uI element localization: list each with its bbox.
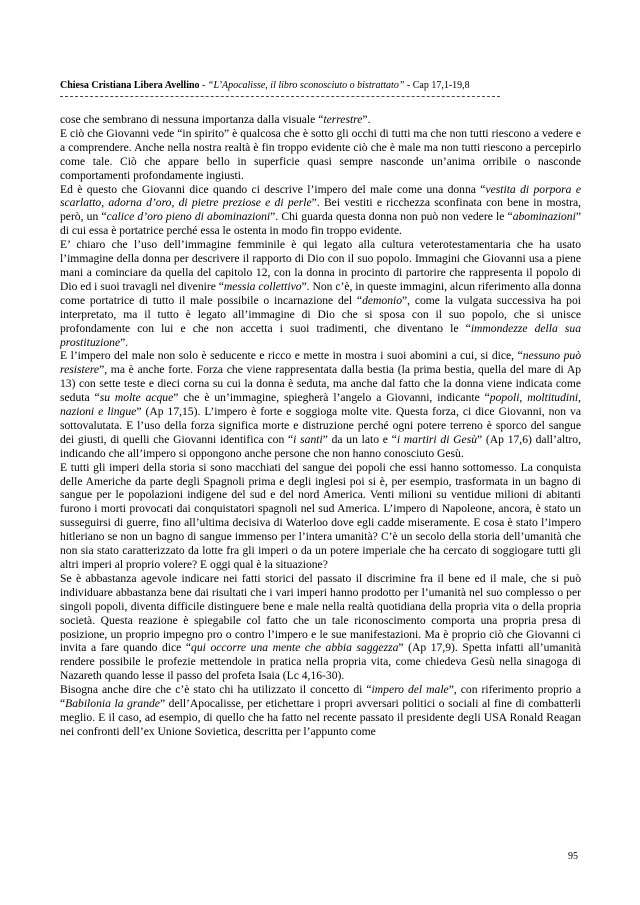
text-run: cose che sembrano di nessuna importanza dalla visuale “: [60, 113, 324, 126]
text-run: ” (Ap 17,9). Spetta infatti all’umanità rendere possibile le profezie mettendole in pratica nella propria vita, come chiedeva Gesù nella sinagoga di Nazareth quando lesse il passo del profeta Isaia (Lc 4,16-30).: [60, 641, 581, 683]
paragraph: [60, 572, 581, 683]
paragraph: [60, 127, 581, 183]
text-run: ”, come la vulgata successiva ha poi interpretato, ma il tutto è legato all’immagine di Dio che si sposa con il suo popolo, che si unisce profondamente con lui e che non accetta i suoi tradimenti, che diventano le “: [60, 293, 581, 335]
italic-run: messia collettivo: [223, 279, 302, 293]
italic-run: i santi: [293, 432, 323, 446]
text-run: ” (Ap 17,6) dall’altro, indicando che all’impero si oppongono anche persone che non hanno conosciuto Gesù.: [60, 432, 581, 460]
text-run: Ed è questo che Giovanni dice quando ci descrive l’impero del male come una donna “: [60, 182, 486, 196]
text-run: ” che è un’immagine, spiegherà l’angelo a Giovanni, indicante “: [173, 391, 490, 405]
text-run: E l’impero del male non solo è seducente e ricco e mette in mostra i suoi abomini a cui, si dice, “: [60, 349, 523, 363]
text-run: ” di cui essa è portatrice perché essa le ostenta in modo fin troppo evidente.: [60, 210, 581, 238]
text-run: Se è abbastanza agevole indicare nei fatti storici del passato il discrimine fra il bene ed il male, che si può individuare abbastanza bene dai risultati che i vari imperi hanno prodotto per l’umanità nel suo complesso o per singoli popoli, diventa difficile distinguere bene e male nella realtà quotidiana della propria vita o della propria società. Questa reazione è spiegabile col fatto che un tale riconoscimento comporta una propria presa di posizione, un proprio impegno pro o contro l’impero e le sue manifestazioni. Ma è proprio ciò che Giovanni ci invita a fare quando dice “: [60, 571, 581, 655]
paragraph: [60, 683, 581, 739]
running-header: [60, 80, 580, 91]
italic-run: terrestre: [323, 113, 363, 126]
text-run: ”, con riferimento proprio a “: [60, 683, 581, 711]
text-run: ”, ma è anche forte. Forza che viene rappresentata dalla bestia (la prima bestia, quella del mare di Ap 13) con sette teste e dieci corna su cui la donna è seduta, ma anche dal fatto che la donna viene indicata come seduta “: [60, 363, 581, 405]
text-run: ”. Chi guarda questa donna non può non vedere le “: [270, 210, 513, 224]
italic-run: i martiri di Gesù: [396, 432, 478, 446]
italic-run: nessuno può resistere: [60, 349, 581, 377]
italic-run: demonio: [362, 293, 403, 307]
text-run: ”.: [120, 335, 129, 349]
text-run: ” da un lato e “: [322, 432, 397, 446]
paragraph: [60, 183, 581, 239]
text-run: E tutti gli imperi della storia si sono macchiati del sangue dei popoli che essi hanno sottomesso. La conquista delle Americhe da parte degli Spagnoli prima e degli inglesi poi si è, per esempio, trasformata in un bagno di sangue per le popolazioni indigene del sud e del nord America. Venti milioni su ventidue milioni di abitanti furono i morti provocati dai conquistatori spagnoli nel sud America. L’impero di Napoleone, ancora, è stato un susseguirsi di guerre, fino all’ultima decisiva di Waterloo dove egli cadde miseramente. E cosa è stato l’impero hitleriano se non un bagno di sangue immenso per l’intera umanità? C’è un secolo della storia dell’umanità che non sia stato caratterizzato da lotte fra gli imperi o da un potere imperiale che ha cercato di soggiogare tutti gli altri imperi al proprio volere? E oggi qual è la situazione?: [60, 460, 581, 571]
header-separator: -: [199, 80, 208, 91]
italic-run: impero del male: [371, 683, 449, 697]
text-run: ” (Ap 17,15). L’impero è forte e soggioga molte vite. Questa forza, ci dice Giovanni, non va sottovalutata. E l’uso della forza significa morte e distruzione perché ogni potere terreno è sporco del sangue dei giusti, di quelli che Giovanni identifica con “: [60, 405, 581, 446]
text-run: ”. Bei vestiti e ricchezza sconfinata con bene in mostra, però, un “: [60, 196, 581, 224]
italic-run: immondezze della sua prostituzione: [60, 321, 581, 349]
body-text: [60, 113, 581, 739]
italic-run: calice d’oro pieno di abominazioni: [106, 210, 271, 224]
paragraph: [60, 349, 581, 460]
text-run: ”. Non c’è, in queste immagini, alcun riferimento alla donna come portatrice di tutto il male possibile o incarnazione del “: [60, 279, 581, 307]
italic-run: abominazioni: [512, 210, 576, 224]
italic-run: su molte acque: [99, 391, 174, 405]
text-run: ” dell’Apocalisse, per etichettare i propri avversari politici o sociali al fine di combatterli meglio. E il caso, ad esempio, di quello che ha fatto nel recente passato il presidente degli USA Ronald Reagan nei confronti dell’ex Unione Sovietica, descritta per l’appunto come: [60, 697, 581, 738]
italic-run: Babilonia la grande: [65, 697, 160, 711]
italic-run: popoli, moltitudini, nazioni e lingue: [60, 391, 582, 419]
text-run: E ciò che Giovanni vede “in spirito” è qualcosa che è sotto gli occhi di tutti ma che non tutti riescono a vedere e a comprendere. Anche nella nostra realtà è fin troppo evidente ciò che è male ma non tutti riescono a percepirlo come tale. Ciò che appare bello in superficie quasi sempre nasconde un’anima orribile o nasconde comportamenti profondamente ingiusti.: [60, 126, 581, 182]
paragraph: [60, 238, 581, 349]
header-title: “L’Apocalisse, il libro sconosciuto o bistrattato”: [207, 80, 405, 91]
text-run: E’ chiaro che l’uso dell’immagine femminile è qui legato alla cultura veterotestamentaria che ha usato l’immagine della donna per descrivere il rapporto di Dio con il suo popolo. Immagini che Giovanni usa a piene mani a cominciare da quella del capitolo 12, con la donna in procinto di partorire che rappresenta il popolo di Dio ed i suoi travagli nel divenire “: [60, 238, 581, 293]
page-number: 95: [568, 851, 578, 862]
header-rule: [60, 96, 500, 97]
italic-run: vestita di porpora e scarlatto, adorna d’oro, di pietre preziose e di perle: [60, 182, 581, 210]
text-run: Bisogna anche dire che c’è stato chi ha utilizzato il concetto di “: [60, 683, 372, 697]
header-org: Chiesa Cristiana Libera Avellino: [60, 80, 200, 91]
paragraph: [60, 113, 581, 127]
header-chapter: - Cap 17,1-19,8: [404, 80, 470, 91]
paragraph: [60, 461, 581, 572]
text-run: ”.: [362, 113, 371, 126]
italic-run: qui occorre una mente che abbia saggezza: [191, 641, 399, 655]
